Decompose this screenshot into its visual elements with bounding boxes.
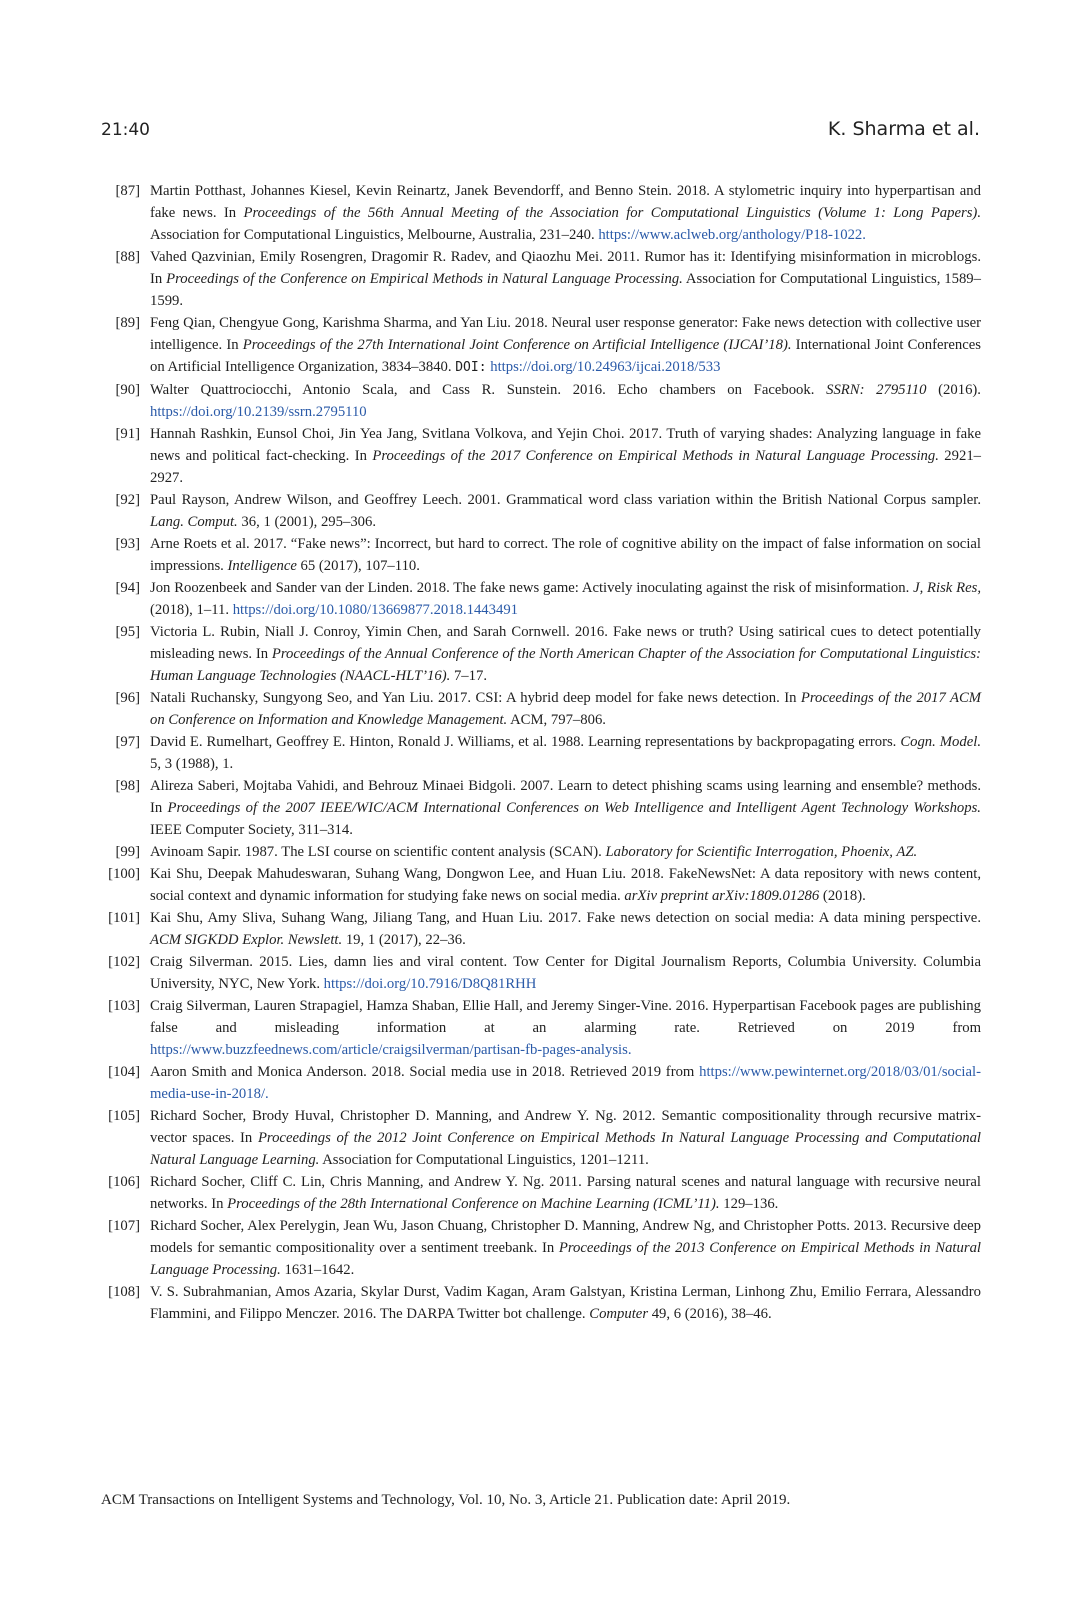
reference-text: 36, 1 (2001), 295–306. (237, 514, 377, 530)
reference-number: [101] (108, 910, 140, 926)
reference-number: [105] (108, 1108, 140, 1124)
journal-footer: ACM Transactions on Intelligent Systems and Technology, Vol. 10, No. 3, Article 21. Publication date: April 2019. (101, 1492, 791, 1508)
reference-text: Walter Quattrociocchi, Antonio Scala, and Cass R. Sunstein. 2016. Echo chambers on Facebook. (150, 382, 827, 398)
reference-text: Association for Computational Linguistics, Melbourne, Australia, 231–240. (150, 227, 599, 243)
reference-item (100, 775, 981, 841)
reference-item (100, 1171, 981, 1215)
reference-text: 65 (2017), 107–110. (296, 558, 420, 574)
reference-number: [92] (115, 492, 140, 508)
venue-title: Intelligence (227, 558, 297, 574)
venue-title: Proceedings of the 2007 IEEE/WIC/ACM International Conferences on Web Intelligence and Intelligent Agent Technology Workshops. (167, 800, 981, 816)
reference-item (100, 423, 981, 489)
reference-text: Hannah Rashkin, Eunsol Choi, Jin Yea Jang, Svitlana Volkova, and Yejin Choi. 2017. Truth of varying shades: Analyzing language in fake news and political fact-checking. In (150, 426, 981, 464)
venue-title: Computer (589, 1306, 649, 1322)
reference-text: 1631–1642. (280, 1262, 355, 1278)
venue-title: Lang. Comput. (150, 514, 238, 530)
reference-text: 49, 6 (2016), 38–46. (648, 1306, 772, 1322)
reference-text: Craig Silverman, Lauren Strapagiel, Hamza Shaban, Ellie Hall, and Jeremy Singer-Vine. 2016. Hyperpartisan Facebook pages are publishing false and misleading information at an alarming rate. Retrieved on 2019 from (150, 998, 981, 1036)
venue-title: Cogn. Model. (900, 734, 981, 750)
reference-number: [96] (115, 690, 140, 706)
reference-text: Richard Socher, Alex Perelygin, Jean Wu, Jason Chuang, Christopher D. Manning, Andrew Ng, and Christopher Potts. 2013. Recursive deep models for semantic compositionality over a sentiment treebank. In (150, 1218, 981, 1256)
reference-text: 2921–2927. (150, 448, 982, 486)
venue-title: J, Risk Res, (913, 580, 981, 596)
venue-title: arXiv preprint arXiv:1809.01286 (624, 888, 820, 904)
reference-text: 129–136. (719, 1196, 779, 1212)
reference-item (100, 995, 981, 1061)
venue-title: Proceedings of the 2017 ACM on Conference on Information and Knowledge Management. (150, 690, 982, 728)
reference-text: (2016). (926, 382, 981, 398)
reference-text: Association for Computational Linguistics, 1201–1211. (319, 1152, 649, 1168)
reference-number: [98] (115, 778, 140, 794)
reference-number: [97] (115, 734, 140, 750)
reference-item (100, 1281, 981, 1325)
reference-text: 19, 1 (2017), 22–36. (342, 932, 466, 948)
reference-number: [104] (108, 1064, 140, 1080)
reference-number: [94] (115, 580, 140, 596)
reference-text: Avinoam Sapir. 1987. The LSI course on scientific content analysis (SCAN). (150, 844, 606, 860)
venue-title: Proceedings of the 2017 Conference on Empirical Methods in Natural Language Processing. (372, 448, 939, 464)
reference-number: [100] (108, 866, 140, 882)
venue-title: Proceedings of the Conference on Empirical Methods in Natural Language Processing. (166, 271, 683, 287)
venue-title: SSRN: 2795110 (826, 382, 927, 398)
reference-link[interactable]: https://doi.org/10.2139/ssrn.2795110 (150, 404, 367, 420)
venue-title: Proceedings of the 2013 Conference on Empirical Methods in Natural Language Processing. (150, 1240, 981, 1278)
reference-text: Natali Ruchansky, Sungyong Seo, and Yan Liu. 2017. CSI: A hybrid deep model for fake news detection. In (150, 690, 801, 706)
reference-number: [95] (115, 624, 140, 640)
page-number: 21:40 (101, 120, 150, 140)
reference-number: [99] (115, 844, 140, 860)
reference-number: [93] (115, 536, 140, 552)
reference-item (100, 1105, 981, 1171)
reference-number: [89] (115, 315, 140, 331)
reference-text: Jon Roozenbeek and Sander van der Linden. 2018. The fake news game: Actively inoculating against the risk of misinformation. (150, 580, 914, 596)
reference-item (100, 533, 981, 577)
reference-text: (2018). (819, 888, 866, 904)
reference-item (100, 841, 981, 863)
reference-number: [106] (108, 1174, 140, 1190)
reference-text: V. S. Subrahmanian, Amos Azaria, Skylar Durst, Vadim Kagan, Aram Galstyan, Kristina Lerman, Linhong Zhu, Emilio Ferrara, Alessandro Flammini, and Filippo Menczer. 2016. The DARPA Twitter bot challenge. (150, 1284, 981, 1322)
running-header (101, 118, 980, 140)
reference-item (100, 379, 981, 423)
reference-link[interactable]: https://doi.org/10.24963/ijcai.2018/533 (490, 359, 721, 375)
reference-list (100, 180, 981, 1325)
reference-item (100, 180, 981, 246)
reference-text: Alireza Saberi, Mojtaba Vahidi, and Behrouz Minaei Bidgoli. 2007. Learn to detect phishing scams using learning and ensemble? methods. In (150, 778, 981, 816)
reference-text: Arne Roets et al. 2017. “Fake news”: Incorrect, but hard to correct. The role of cognitive ability on the impact of false information on social impressions. (150, 536, 981, 574)
reference-text: 5, 3 (1988), 1. (150, 756, 234, 772)
reference-item (100, 1215, 981, 1281)
reference-link[interactable]: https://www.aclweb.org/anthology/P18-1022. (598, 227, 866, 243)
doi-label: DOI: (455, 360, 487, 375)
reference-text: IEEE Computer Society, 311–314. (150, 822, 353, 838)
reference-number: [88] (115, 249, 140, 265)
venue-title: ACM SIGKDD Explor. Newslett. (150, 932, 343, 948)
reference-text: Association for Computational Linguistics, 1589–1599. (150, 271, 981, 309)
reference-number: [108] (108, 1284, 140, 1300)
reference-text: David E. Rumelhart, Geoffrey E. Hinton, Ronald J. Williams, et al. 1988. Learning representations by backpropagating errors. (150, 734, 901, 750)
reference-text: Kai Shu, Deepak Mahudeswaran, Suhang Wang, Dongwon Lee, and Huan Liu. 2018. FakeNewsNet: A data repository with news content, social context and dynamic information for studying fake news on social media. (150, 866, 981, 904)
reference-text: International Joint Conferences on Artificial Intelligence Organization, 3834–3840. (150, 337, 981, 375)
reference-item (100, 863, 981, 907)
reference-item (100, 577, 981, 621)
reference-text: Victoria L. Rubin, Niall J. Conroy, Yimin Chen, and Sarah Cornwell. 2016. Fake news or truth? Using satirical cues to detect potentially misleading news. In (150, 624, 981, 662)
reference-text: (2018), 1–11. (150, 602, 233, 618)
reference-text: Craig Silverman. 2015. Lies, damn lies and viral content. Tow Center for Digital Journalism Reports, Columbia University. Columbia University, NYC, New York. (150, 954, 981, 992)
reference-text: Richard Socher, Brody Huval, Christopher D. Manning, and Andrew Y. Ng. 2012. Semantic compositionality through recursive matrix-vector spaces. In (150, 1108, 981, 1146)
reference-link[interactable]: https://www.pewinternet.​org/2018/03/01/social-media-use-in-2018/. (150, 1064, 981, 1102)
reference-number: [87] (115, 183, 140, 199)
reference-link[interactable]: https://doi.org/10.7916/D8Q81RHH (323, 976, 537, 992)
reference-item (100, 951, 981, 995)
reference-number: [91] (115, 426, 140, 442)
reference-text: Richard Socher, Cliff C. Lin, Chris Manning, and Andrew Y. Ng. 2011. Parsing natural scenes and natural language with recursive neural networks. In (150, 1174, 981, 1212)
reference-text: Kai Shu, Amy Sliva, Suhang Wang, Jiliang Tang, and Huan Liu. 2017. Fake news detection on social media: A data mining perspective. (150, 910, 981, 926)
reference-text: Aaron Smith and Monica Anderson. 2018. Social media use in 2018. Retrieved 2019 from (150, 1064, 700, 1080)
reference-item (100, 246, 981, 312)
reference-number: [102] (108, 954, 140, 970)
reference-item (100, 731, 981, 775)
reference-text: 7–17. (450, 668, 487, 684)
venue-title: Proceedings of the Annual Conference of the North American Chapter of the Association for Computational Linguistics: Human Language Technologies (NAACL-HLT’16). (150, 646, 981, 684)
venue-title: Proceedings of the 56th Annual Meeting of the Association for Computational Linguistics (Volume 1: Long Papers). (243, 205, 981, 221)
reference-link[interactable]: https://www.buzzfeednews.com/article/craigsilverman/partisan-fb-pages-analysis. (150, 1042, 632, 1058)
reference-text: Martin Potthast, Johannes Kiesel, Kevin Reinartz, Janek Bevendorff, and Benno Stein. 2018. A stylometric inquiry into hyperpartisan and fake news. In (150, 183, 981, 221)
reference-number: [90] (115, 382, 140, 398)
reference-number: [107] (108, 1218, 140, 1234)
venue-title: Proceedings of the 28th International Conference on Machine Learning (ICML’11). (227, 1196, 720, 1212)
reference-item (100, 489, 981, 533)
reference-item (100, 687, 981, 731)
reference-item (100, 312, 981, 379)
reference-text: ACM, 797–806. (507, 712, 606, 728)
venue-title: Proceedings of the 27th International Joint Conference on Artificial Intelligence (IJCAI’18). (242, 337, 792, 353)
reference-item (100, 907, 981, 951)
reference-number: [103] (108, 998, 140, 1014)
running-title: K. Sharma et al. (827, 118, 980, 140)
reference-item (100, 1061, 981, 1105)
reference-item (100, 621, 981, 687)
reference-link[interactable]: https://doi.org/10.1080/13669877.2018.1443491 (232, 602, 519, 618)
reference-text: Vahed Qazvinian, Emily Rosengren, Dragomir R. Radev, and Qiaozhu Mei. 2011. Rumor has it: Identifying misinformation in microblogs. In (150, 249, 981, 287)
reference-text: Paul Rayson, Andrew Wilson, and Geoffrey Leech. 2001. Grammatical word class variation within the British National Corpus sampler. (150, 492, 981, 508)
reference-text: Feng Qian, Chengyue Gong, Karishma Sharma, and Yan Liu. 2018. Neural user response generator: Fake news detection with collective user intelligence. In (150, 315, 981, 353)
venue-title: Laboratory for Scientific Interrogation, Phoenix, AZ. (605, 844, 918, 860)
venue-title: Proceedings of the 2012 Joint Conference on Empirical Methods In Natural Language Processing and Computational Natural Language Learning. (150, 1130, 981, 1168)
